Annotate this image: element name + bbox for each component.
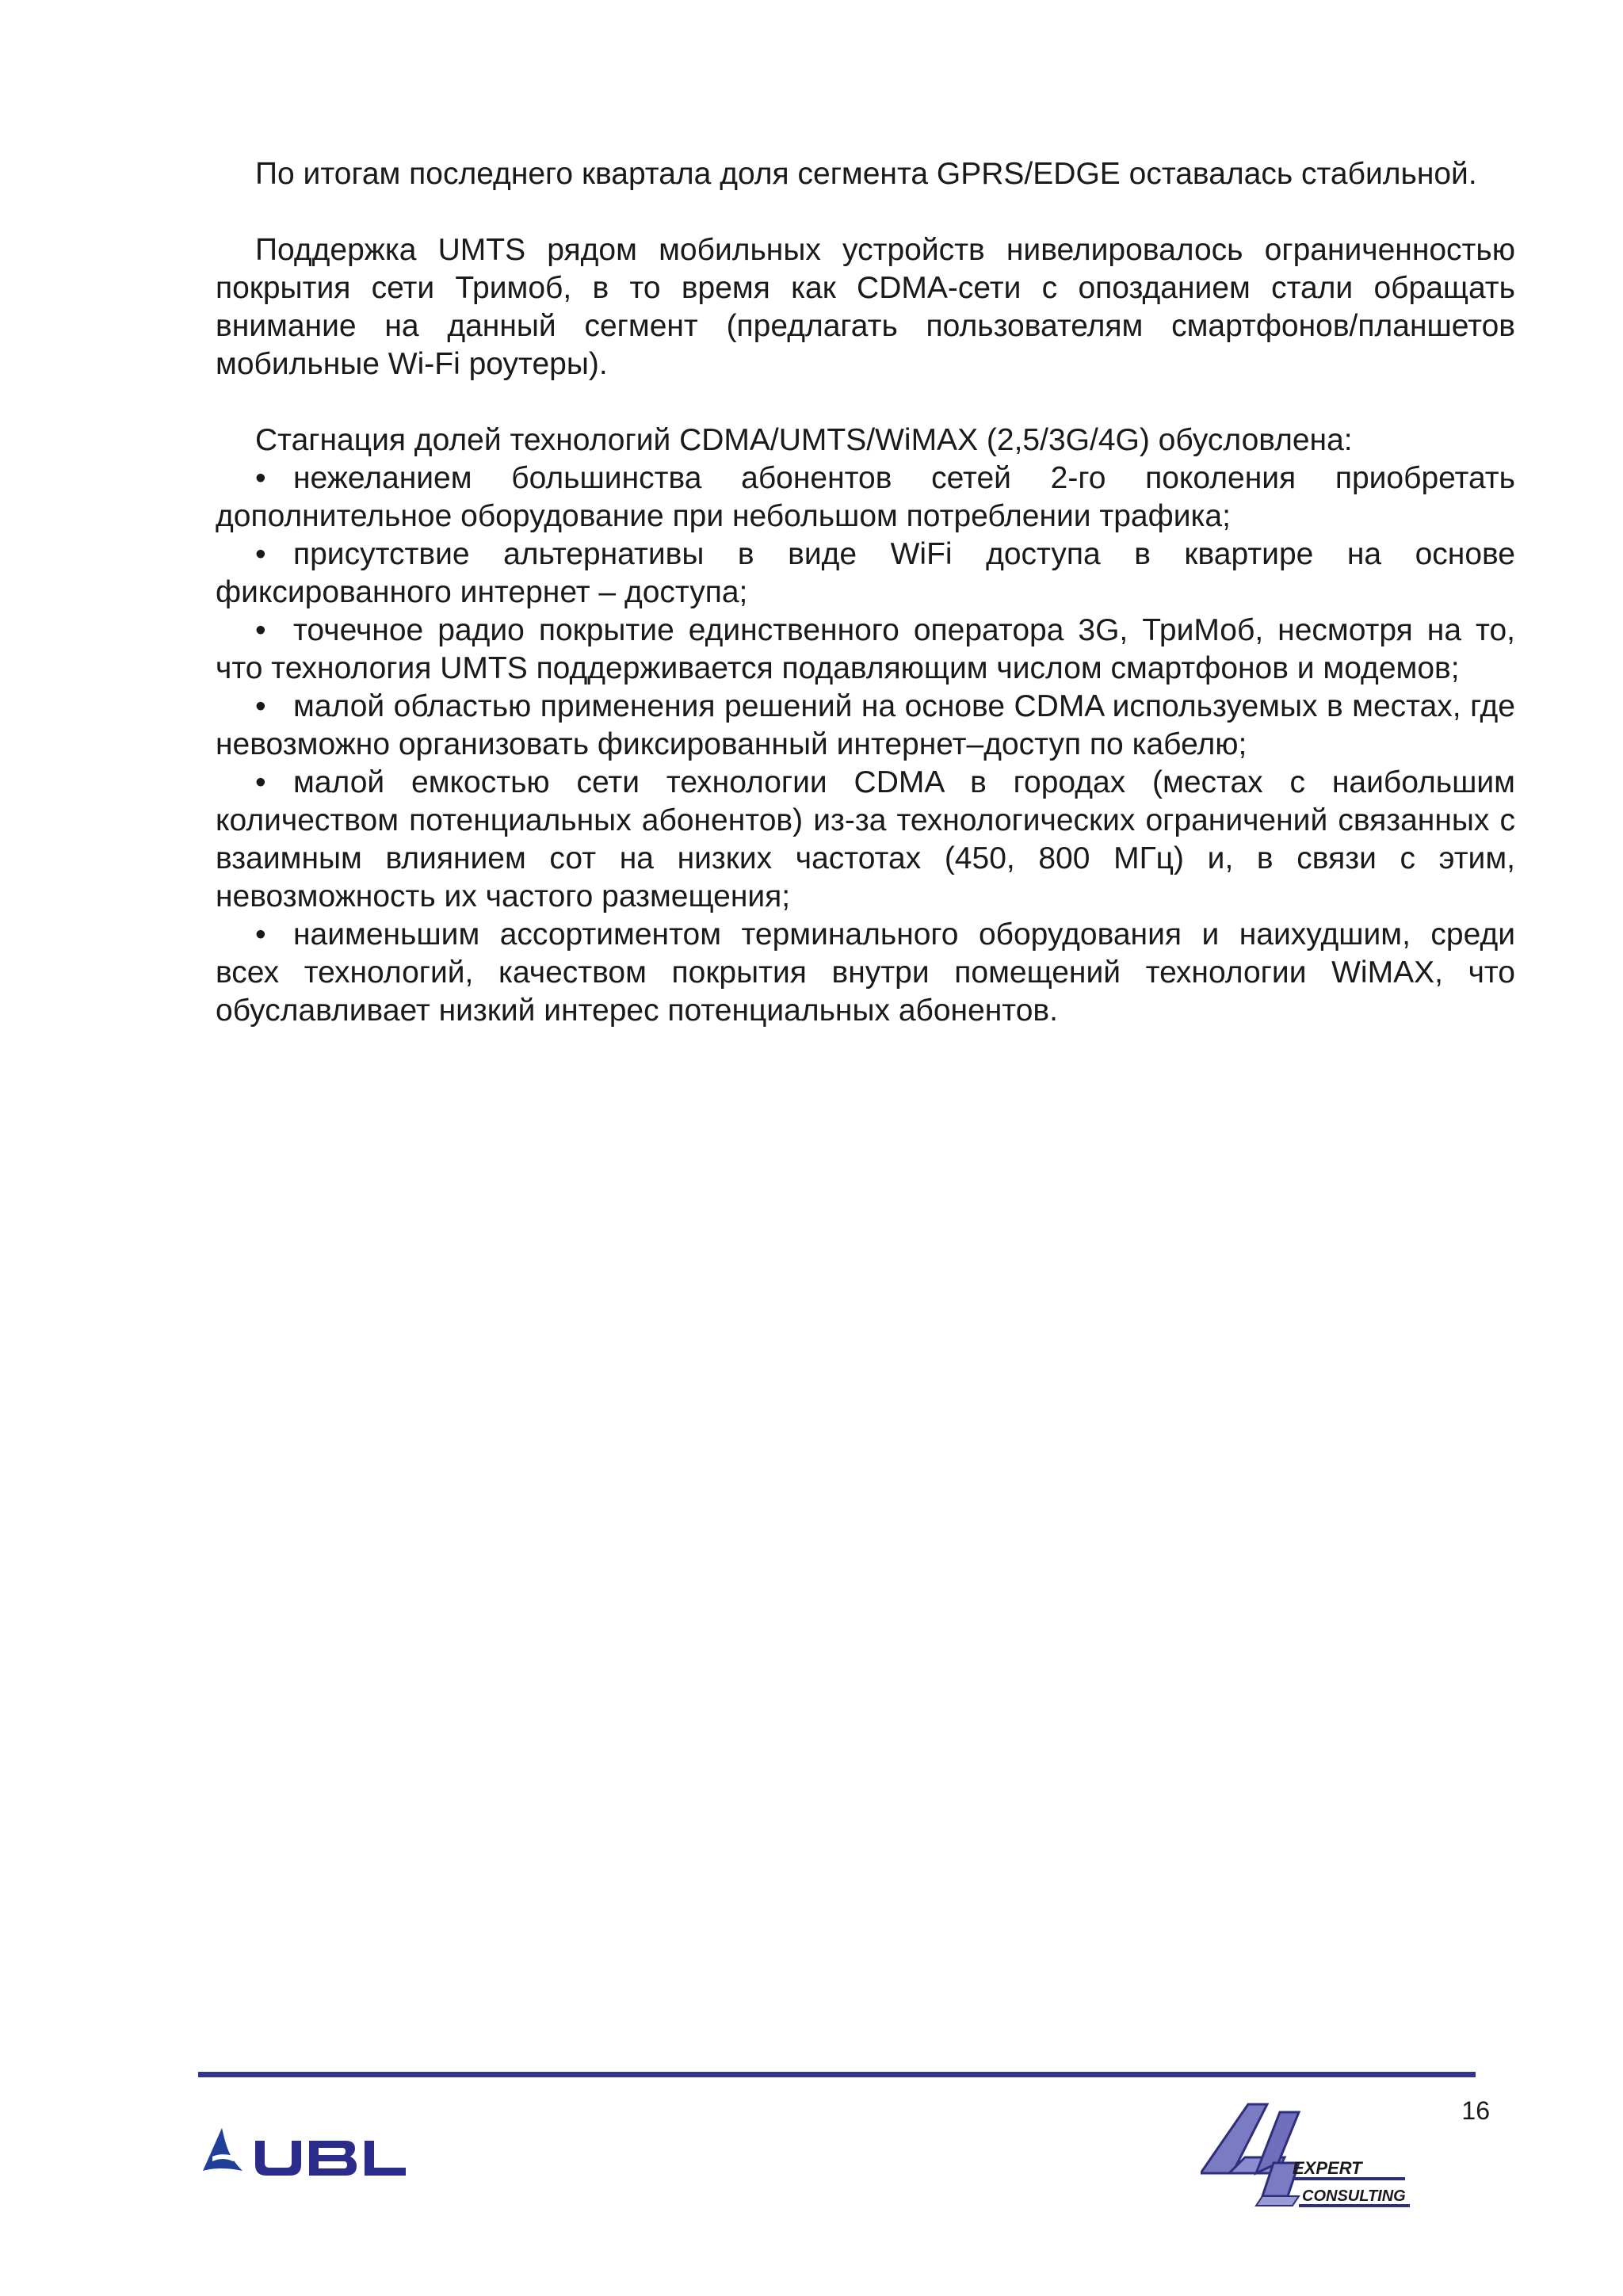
paragraph-gap bbox=[216, 193, 1515, 231]
list-item bbox=[216, 612, 1515, 688]
bullet-marker: • bbox=[255, 917, 266, 952]
bullet-marker: • bbox=[255, 613, 266, 647]
list-item bbox=[216, 688, 1515, 764]
list-item-text: точечное радио покрытие единственного оператора 3G, ТриМоб, несмотря на то, что технология UMTS поддерживается подавляющим числом смартфонов и модемов; bbox=[216, 613, 1515, 685]
bullet-marker: • bbox=[255, 689, 266, 723]
list-item bbox=[216, 536, 1515, 612]
list-item-text: малой областью применения решений на основе CDMA используемых в местах, где невозможно организовать фиксированный интернет–доступ по кабелю; bbox=[216, 689, 1515, 761]
paragraph-umts: Поддержка UMTS рядом мобильных устройств нивелировалось ограниченностью покрытия сети Тримоб, в то время как CDMA-сети с опозданием стали обращать внимание на данный сегмент (предлагать пользователям смартфонов/планшетов мобильные Wi-Fi роутеры). bbox=[216, 233, 1515, 381]
paragraph-gap bbox=[216, 383, 1515, 421]
bullet-marker: • bbox=[255, 461, 266, 495]
paragraph-gprs: По итогам последнего квартала доля сегмента GPRS/EDGE оставалась стабильной. bbox=[255, 157, 1477, 191]
page-number: 16 bbox=[1461, 2096, 1490, 2125]
list-item bbox=[216, 764, 1515, 916]
ubl-logo-graphic bbox=[198, 2122, 412, 2185]
list-item-text: нежеланием большинства абонентов сетей 2-го поколения приобретать дополнительное оборудование при небольшом потреблении трафика; bbox=[216, 461, 1515, 533]
list-item-text: малой емкостью сети технологии CDMA в городах (местах с наибольшим количеством потенциальных абонентов) из-за технологических ограничений связанных с взаимным влиянием сот на низких частотах (450, 800 МГц) и, в связи с этим, невозможность их частого размещения; bbox=[216, 765, 1515, 913]
list-item bbox=[216, 460, 1515, 536]
page-body bbox=[216, 155, 1515, 1030]
expert-consulting-logo bbox=[1201, 2098, 1478, 2209]
svg-text:CONSULTING: CONSULTING bbox=[1302, 2187, 1406, 2205]
svg-text:EXPERT: EXPERT bbox=[1293, 2158, 1362, 2178]
list-item-text: присутствие альтернативы в виде WiFi доступа в квартире на основе фиксированного интернет – доступа; bbox=[216, 537, 1515, 609]
footer-rule bbox=[198, 2072, 1476, 2077]
paragraph-stagnation: Стагнация долей технологий CDMA/UMTS/WiMAX (2,5/3G/4G) обусловлена: bbox=[255, 423, 1353, 457]
list-item-text: наименьшим ассортиментом терминального оборудования и наихудшим, среди всех технологий, качеством покрытия внутри помещений технологии WiMAX, что обуславливает низкий интерес потенциальных абонентов. bbox=[216, 917, 1515, 1028]
bullet-marker: • bbox=[255, 537, 266, 571]
bullet-list bbox=[216, 460, 1515, 1030]
list-item bbox=[216, 916, 1515, 1030]
ubl-logo bbox=[198, 2122, 412, 2185]
expert-logo-graphic bbox=[1201, 2098, 1478, 2209]
bullet-marker: • bbox=[255, 765, 266, 799]
